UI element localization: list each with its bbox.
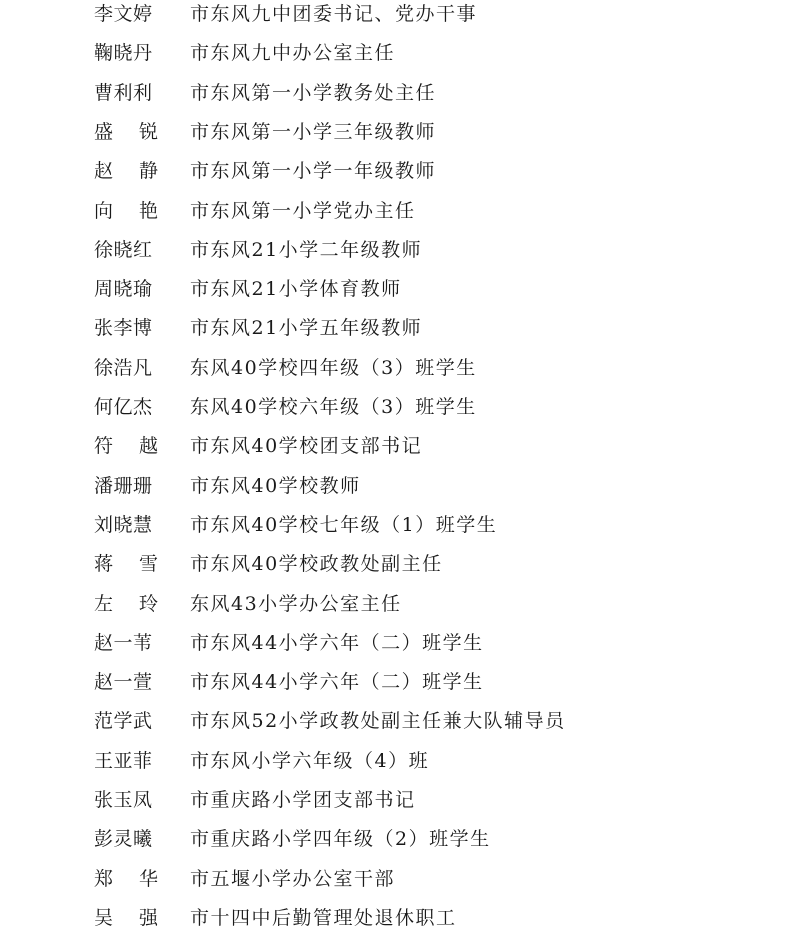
person-name: 潘珊珊 [94,474,153,497]
list-item [0,585,793,624]
list-item [0,467,793,506]
person-affiliation: 市东风44小学六年（二）班学生 [190,631,484,654]
list-item [0,349,793,388]
person-name: 张玉凤 [94,789,153,811]
person-name: 何亿杰 [94,396,153,418]
person-name: 蒋雪 [94,553,185,576]
person-affiliation: 市东风44小学六年（二）班学生 [190,671,484,694]
list-item [0,899,793,938]
person-name: 鞠晓丹 [94,42,153,65]
person-affiliation: 市东风21小学体育教师 [190,278,402,301]
list-item [0,663,793,702]
person-name: 赵一苇 [94,631,153,654]
list-item [0,388,793,427]
list-item [0,192,793,231]
list-item [0,624,793,663]
person-affiliation: 市东风40学校政教处副主任 [190,553,443,576]
person-affiliation: 市东风第一小学一年级教师 [190,160,437,183]
person-name: 吴强 [94,906,185,929]
list-item [0,427,793,466]
list-item [0,74,793,113]
person-affiliation: 市东风小学六年级（4）班 [190,749,430,772]
list-item [0,781,793,820]
person-affiliation: 市东风九中办公室主任 [190,42,396,65]
person-name: 盛锐 [94,120,185,143]
person-affiliation: 市东风21小学二年级教师 [190,238,423,261]
person-affiliation: 市东风九中团委书记、党办干事 [190,3,478,25]
person-name: 范学武 [94,710,153,733]
person-affiliation: 市重庆路小学团支部书记 [190,789,416,811]
person-name: 曹利利 [94,81,153,104]
person-affiliation: 东风40学校四年级（3）班学生 [190,356,477,379]
person-name: 彭灵曦 [94,828,153,851]
person-affiliation: 市东风第一小学党办主任 [190,199,416,222]
person-name: 左玲 [94,592,185,615]
list-item [0,152,793,191]
person-name: 徐浩凡 [94,356,153,379]
person-name: 刘晓慧 [94,513,153,536]
person-affiliation: 市东风40学校教师 [190,474,361,497]
list-item [0,506,793,545]
person-affiliation: 东风43小学办公室主任 [190,592,402,615]
person-affiliation: 市东风第一小学三年级教师 [190,120,437,143]
person-name: 符越 [94,435,185,458]
list-item [0,545,793,584]
list-item [0,860,793,899]
list-item [0,231,793,270]
person-name: 赵静 [94,160,185,183]
person-affiliation: 市十四中后勤管理处退休职工 [190,906,457,929]
person-name: 李文婷 [94,3,153,25]
person-affiliation: 市重庆路小学四年级（2）班学生 [190,828,491,851]
person-affiliation: 市东风40学校团支部书记 [190,435,423,458]
list-item [0,742,793,781]
person-affiliation: 市东风第一小学教务处主任 [190,81,437,104]
person-name: 张李博 [94,317,153,340]
person-affiliation: 市五堰小学办公室干部 [190,867,396,890]
list-item [0,34,793,73]
person-name: 赵一萱 [94,671,153,694]
person-name: 周晓瑜 [94,278,153,301]
person-affiliation: 市东风52小学政教处副主任兼大队辅导员 [190,710,566,733]
list-item [0,270,793,309]
person-affiliation: 市东风40学校七年级（1）班学生 [190,513,498,536]
list-item [0,702,793,741]
person-name: 徐晓红 [94,238,153,261]
list-item [0,309,793,348]
list-item [0,113,793,152]
person-name: 向艳 [94,199,185,222]
person-name: 王亚菲 [94,749,153,772]
list-item [0,820,793,859]
person-affiliation: 东风40学校六年级（3）班学生 [190,396,477,418]
person-name: 郑华 [94,867,185,890]
person-affiliation: 市东风21小学五年级教师 [190,317,423,340]
list-item [0,0,793,34]
